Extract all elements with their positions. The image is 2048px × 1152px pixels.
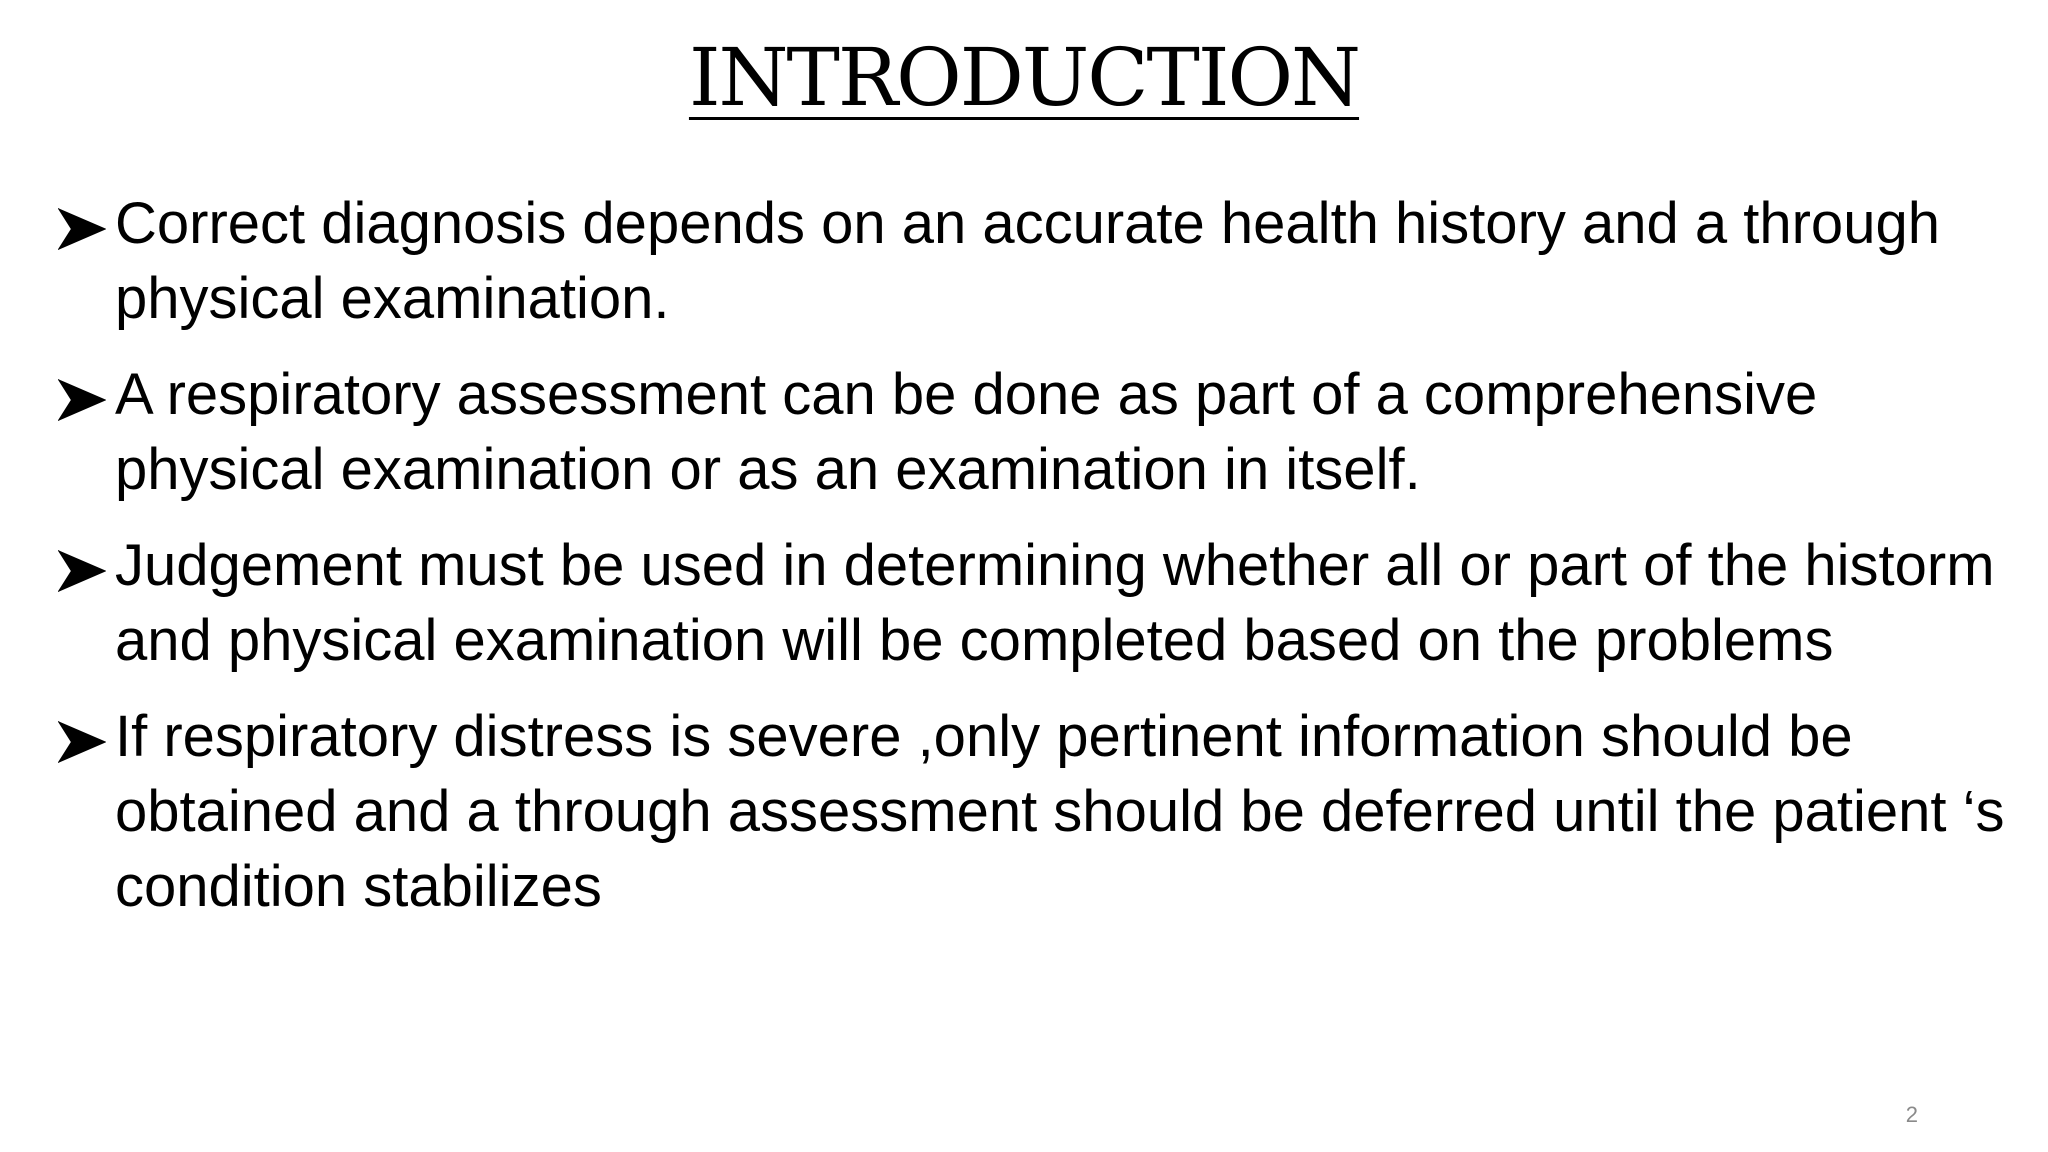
bullet-text: If respiratory distress is severe ,only pertinent information should be obtained and a through assessment should be deferred until the patient ‘s condition stabilizes	[115, 704, 2005, 919]
page-number: 2	[1905, 1102, 1918, 1127]
bullet-item	[58, 528, 2018, 678]
bullet-item	[58, 186, 2018, 336]
bullet-item	[58, 699, 2018, 924]
arrowhead-bullet-icon	[58, 379, 106, 421]
arrowhead-bullet-icon	[58, 721, 106, 763]
slide-title	[0, 28, 2048, 128]
arrowhead-bullet-icon	[58, 550, 106, 592]
slide-title-text: INTRODUCTION	[688, 31, 1360, 124]
bullet-list	[58, 186, 2018, 945]
bullet-text: A respiratory assessment can be done as part of a comprehensive physical examination or as an examination in itself.	[115, 362, 1818, 502]
bullet-text: Correct diagnosis depends on an accurate health history and a through physical examination.	[115, 191, 1940, 331]
arrowhead-bullet-icon	[58, 208, 106, 250]
bullet-item	[58, 357, 2018, 507]
bullet-text: Judgement must be used in determining whether all or part of the historm and physical examination will be completed based on the problems	[115, 533, 1995, 673]
